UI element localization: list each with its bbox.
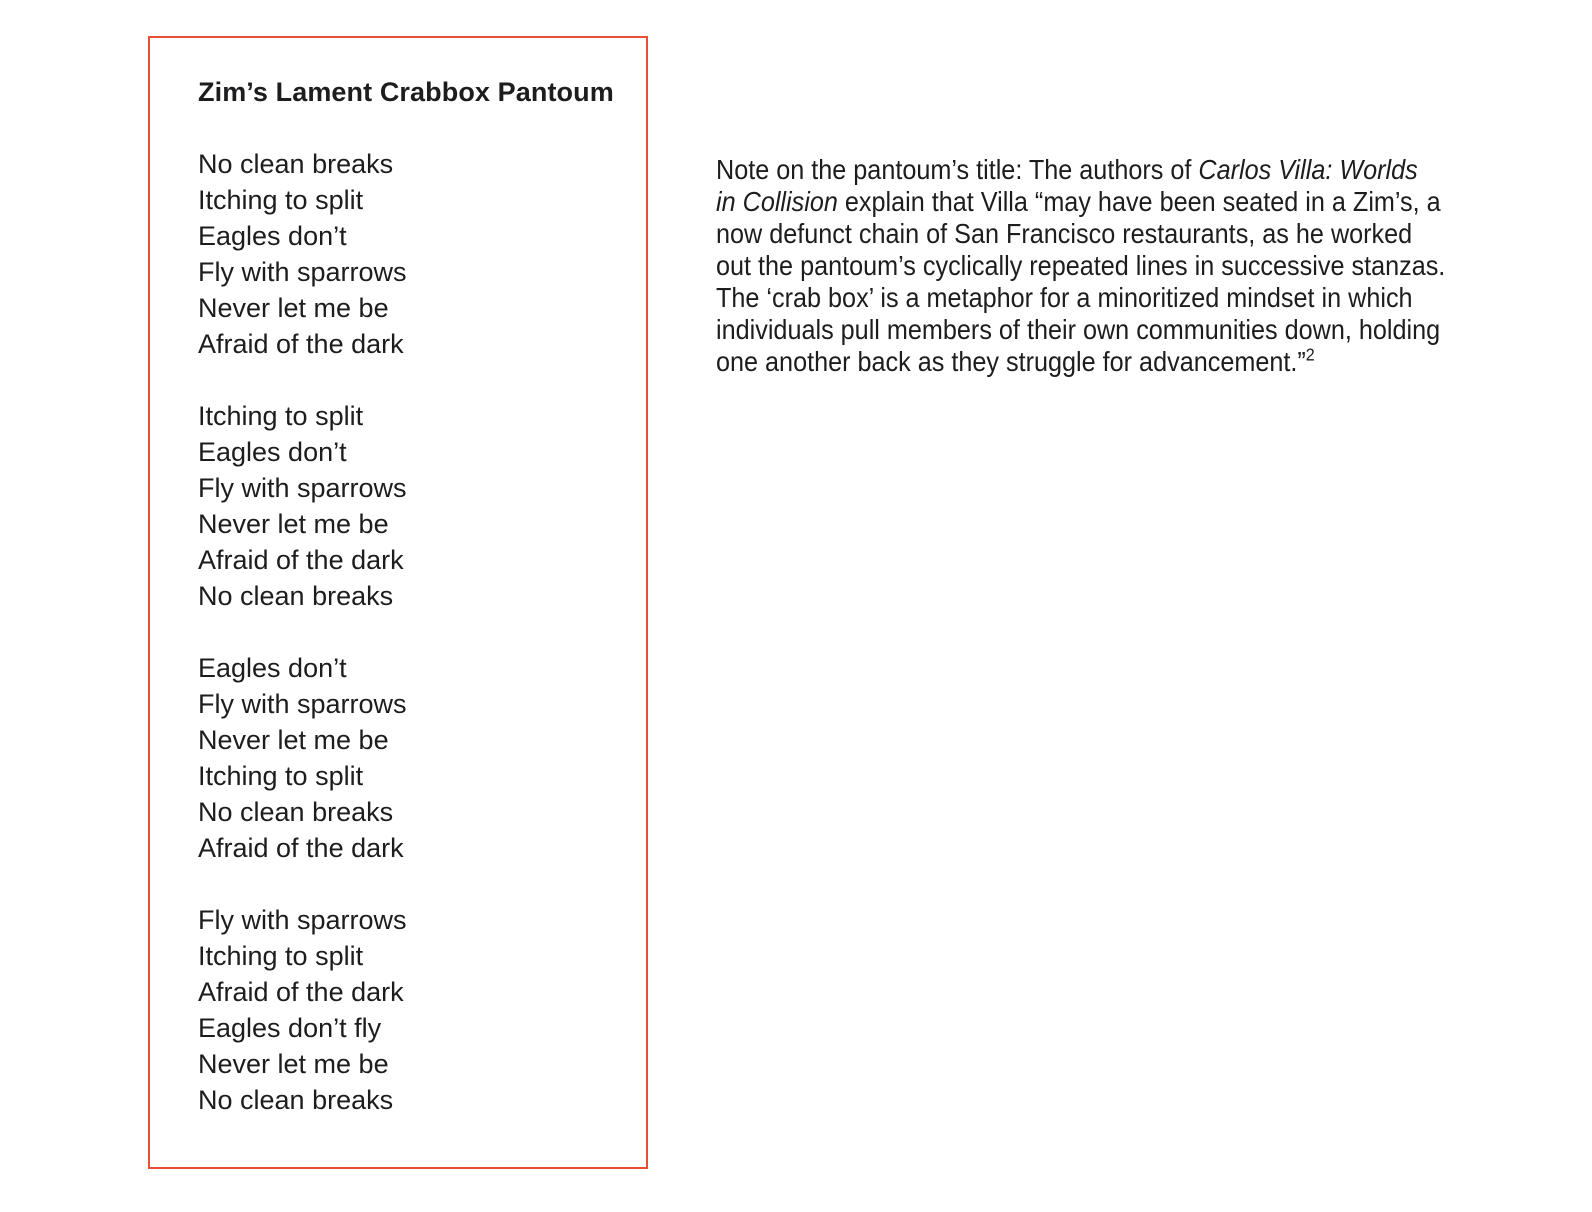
footnote-superscript: 2 [1305, 344, 1315, 365]
poem-line: Itching to split [198, 941, 364, 971]
poem-line: Fly with sparrows [198, 257, 407, 287]
poem-title: Zim’s Lament Crabbox Pantoum [198, 77, 614, 107]
note-line [716, 346, 1445, 378]
note-segment: now defunct chain of San Francisco restaurants, as he worked [716, 218, 1413, 249]
note-segment-italic: in Collision [716, 186, 838, 217]
note-paragraph [716, 154, 1445, 378]
note-line [716, 314, 1445, 346]
poem-line: Afraid of the dark [198, 329, 404, 359]
note-segment: one another back as they struggle for advancement.” [716, 346, 1306, 377]
poem-line: Itching to split [198, 185, 364, 215]
poem-line: Afraid of the dark [198, 977, 404, 1007]
poem-line: Fly with sparrows [198, 473, 407, 503]
poem-line: Never let me be [198, 293, 389, 323]
poem-line: Fly with sparrows [198, 689, 407, 719]
poem-line: Never let me be [198, 725, 389, 755]
note-segment: The ‘crab box’ is a metaphor for a minoritized mindset in which [716, 282, 1413, 313]
poem-line: Eagles don’t [198, 437, 347, 467]
poem-line: Itching to split [198, 761, 364, 791]
poem-line: Never let me be [198, 509, 389, 539]
note-segment-italic: Carlos Villa: Worlds [1198, 154, 1418, 185]
note-segment: individuals pull members of their own communities down, holding [716, 314, 1441, 345]
poem-stanza [198, 398, 626, 614]
note-segment: explain that Villa “may have been seated in a Zim’s, a [837, 186, 1441, 217]
poem-line: Eagles don’t [198, 653, 347, 683]
note-line [716, 218, 1445, 250]
poem-stanzas [198, 146, 626, 1118]
poem-stanza [198, 146, 626, 362]
poem-line: Itching to split [198, 401, 364, 431]
poem-line: Eagles don’t fly [198, 1013, 382, 1043]
poem-box [148, 36, 648, 1169]
poem-line: No clean breaks [198, 1085, 394, 1115]
note-line [716, 154, 1445, 186]
poem-line: Never let me be [198, 1049, 389, 1079]
note-segment: Note on the pantoum’s title: The authors of [716, 154, 1199, 185]
poem-line: No clean breaks [198, 581, 394, 611]
poem-line: Eagles don’t [198, 221, 347, 251]
poem-line: Fly with sparrows [198, 905, 407, 935]
note-line [716, 250, 1445, 282]
poem-stanza [198, 650, 626, 866]
note-segment: out the pantoum’s cyclically repeated lines in successive stanzas. [716, 250, 1446, 281]
poem-line: No clean breaks [198, 797, 394, 827]
poem-line: Afraid of the dark [198, 545, 404, 575]
note-line [716, 186, 1445, 218]
note-line [716, 282, 1445, 314]
poem-line: Afraid of the dark [198, 833, 404, 863]
poem-line: No clean breaks [198, 149, 394, 179]
poem-stanza [198, 902, 626, 1118]
